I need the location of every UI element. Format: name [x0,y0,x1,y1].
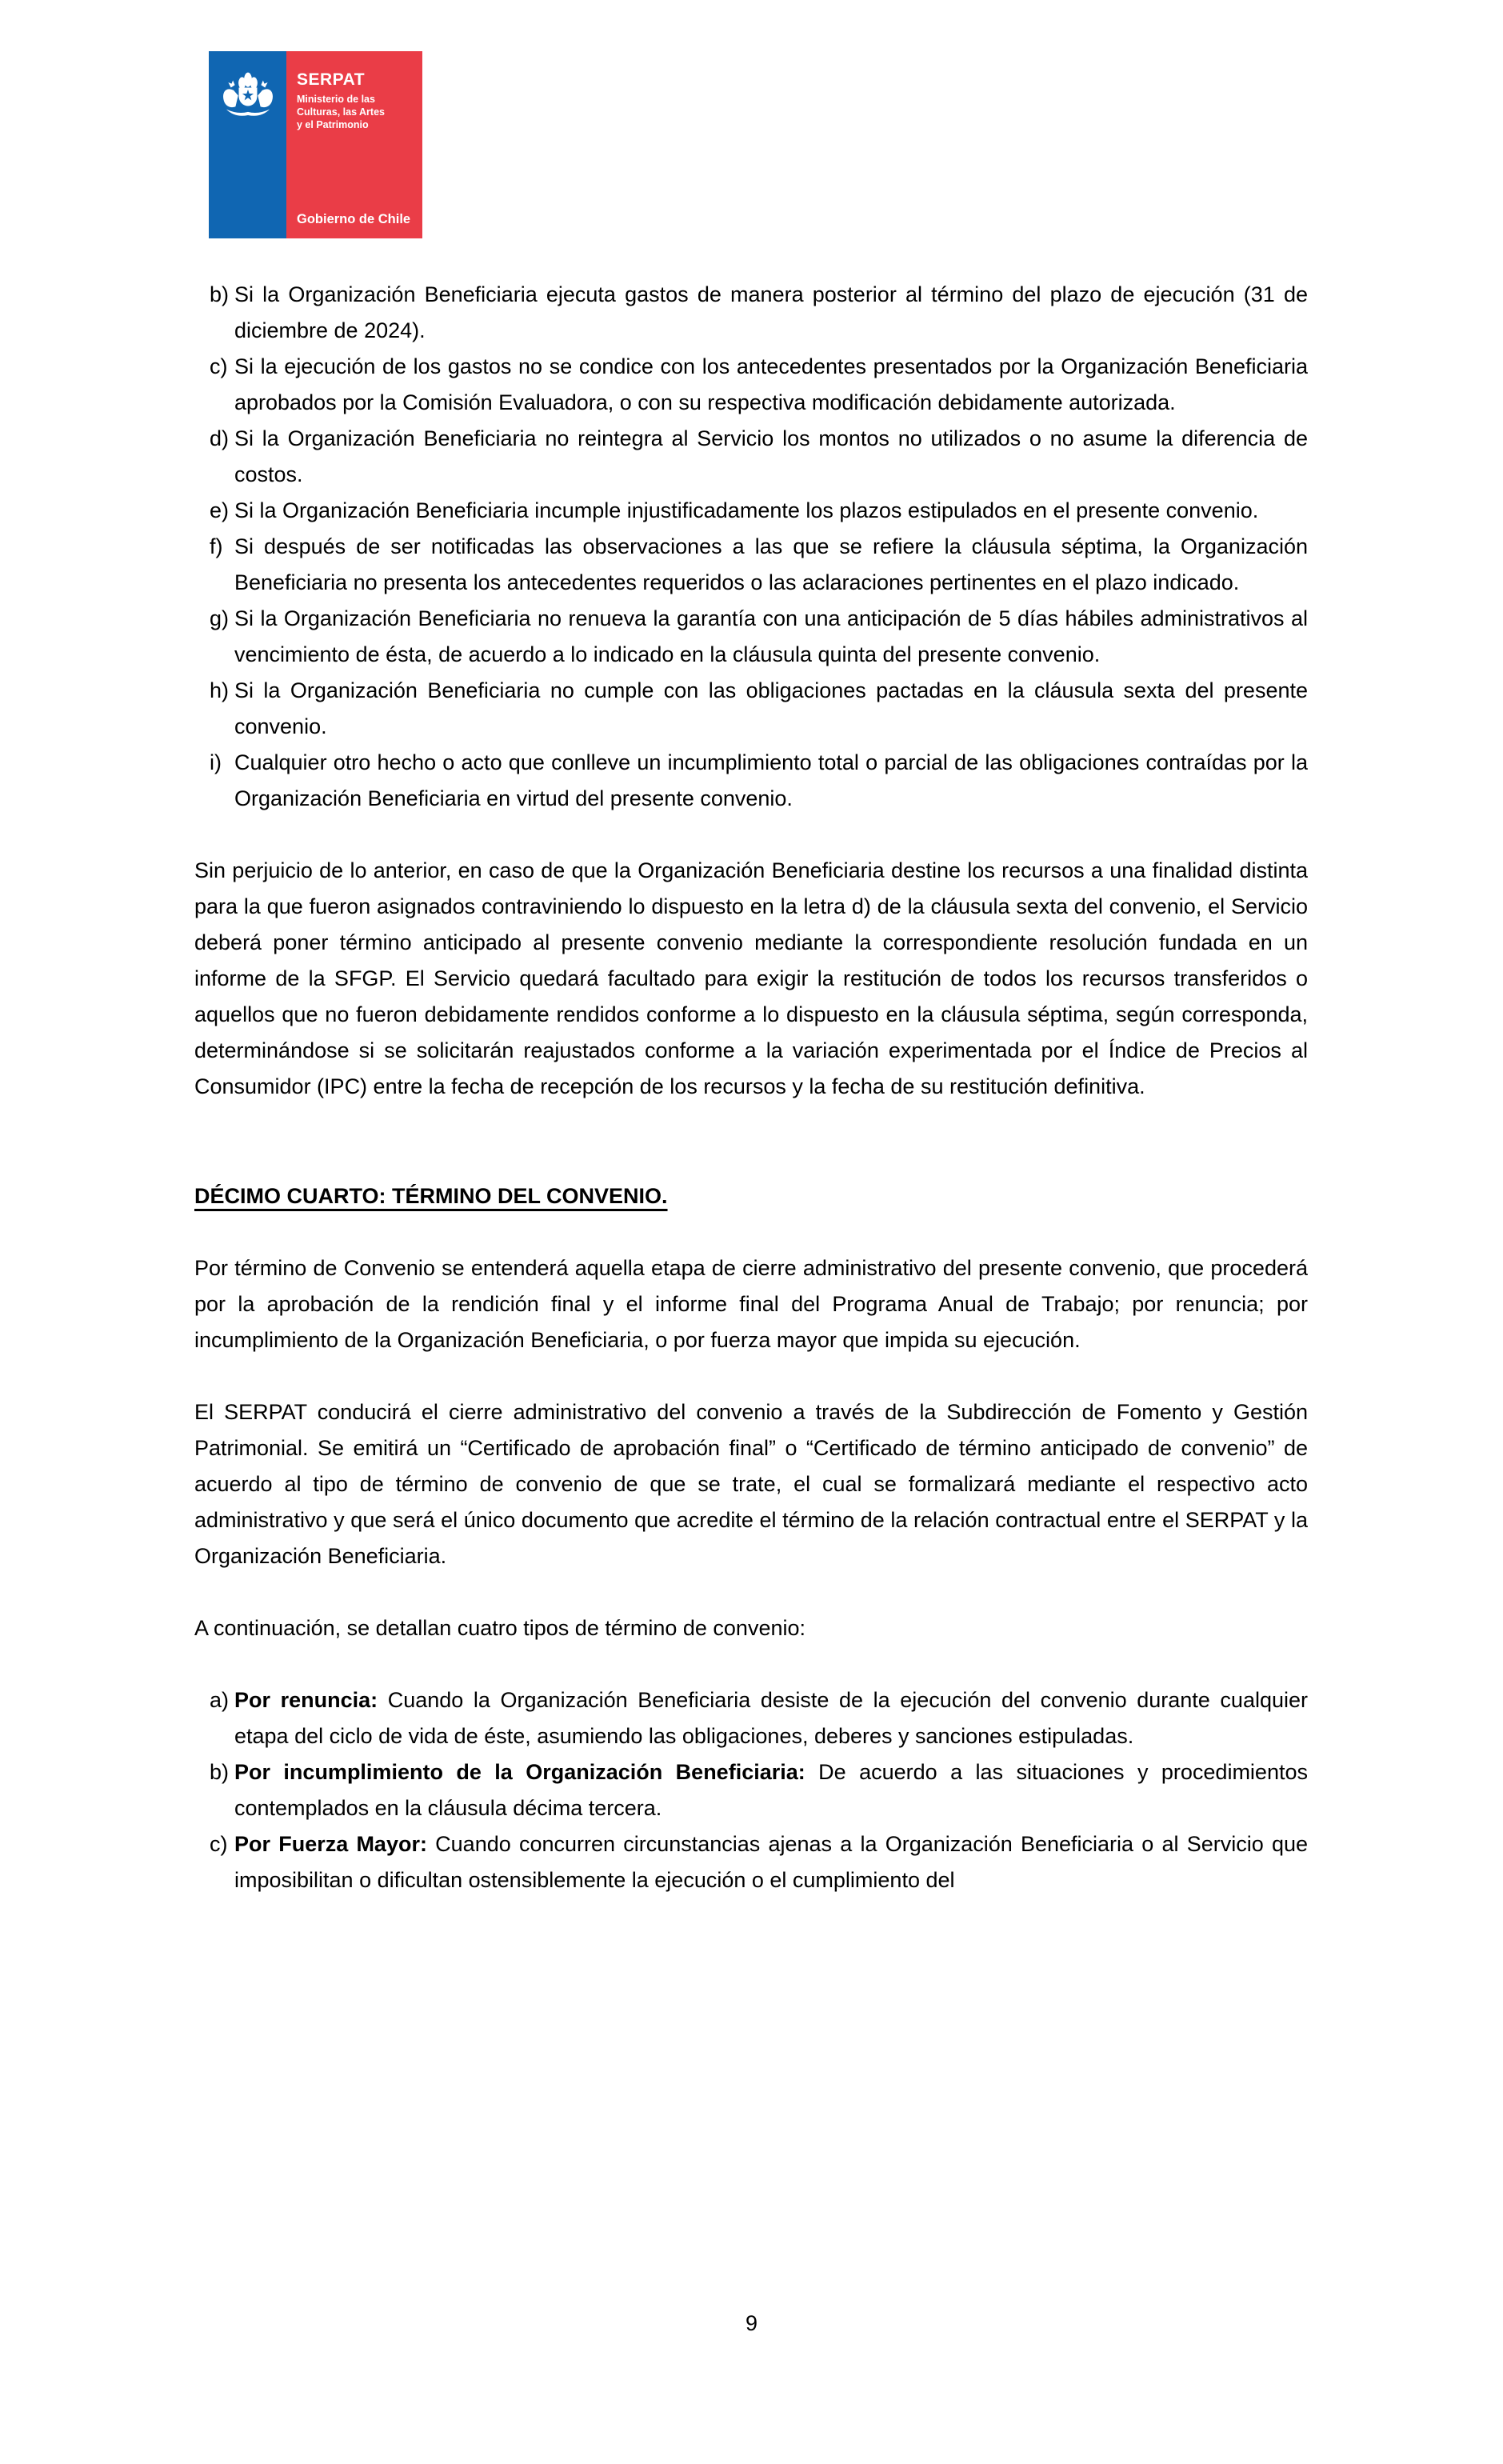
list-item [194,493,1308,529]
list-item-marker: d) [210,426,230,450]
list-item-text: Si la Organización Beneficiaria no reintegra al Servicio los montos no utilizados o no asume la diferencia de costos. [234,426,1308,486]
list-item [194,601,1308,673]
paragraph-por-termino: Por término de Convenio se entenderá aquella etapa de cierre administrativo del presente convenio, que procederá por la aprobación de la rendición final y el informe final del Programa Anual de Trabajo; por renuncia; por incumplimiento de la Organización Beneficiaria, o por fuerza mayor que impida su ejecución. [194,1256,1308,1352]
list-item-rest: De acuerdo a las situaciones y procedimientos contemplados en la cláusula décima tercera. [234,1760,1308,1820]
list-item [194,421,1308,493]
list-item-text: Cualquier otro hecho o acto que conlleve un incumplimiento total o parcial de las obligaciones contraídas por la Organización Beneficiaria en virtud del presente convenio. [234,750,1308,810]
logo-ministry-line: Culturas, las Artes [297,106,385,118]
logo-government-text: Gobierno de Chile [297,212,411,226]
logo-ministry-line: y el Patrimonio [297,119,369,130]
list-item [194,1826,1308,1898]
serpat-logo [209,51,422,238]
list-item-text: Si la Organización Beneficiaria no cumple con las obligaciones pactadas en la cláusula sexta del presente convenio. [234,678,1308,738]
list-item [194,673,1308,745]
paragraph-el-serpat: El SERPAT conducirá el cierre administrativo del convenio a través de la Subdirección de Fomento y Gestión Patrimonial. Se emitirá un “Certificado de aprobación final” o “Certificado de término anticipado de convenio” de acuerdo al tipo de término de convenio de que se trate, el cual se formalizará mediante el respectivo acto administrativo y que será el único documento que acredite el término de la relación contractual entre el SERPAT y la Organización Beneficiaria. [194,1400,1308,1568]
list-item-bold-lead: Por incumplimiento de la Organización Beneficiaria: [234,1760,805,1784]
list-item-text [234,1682,1308,1754]
logo-blue-panel [209,51,286,238]
list-item-rest: Cuando la Organización Beneficiaria desiste de la ejecución del convenio durante cualquier etapa del ciclo de vida de éste, asumiendo las obligaciones, deberes y sanciones estipuladas. [234,1688,1308,1748]
section-heading [194,1178,1308,1214]
document-body [194,277,1308,1898]
list-item-marker: e) [210,498,230,522]
list-item-marker: g) [210,606,230,630]
termination-causes-list [194,277,1308,817]
section-heading-text: DÉCIMO CUARTO: TÉRMINO DEL CONVENIO. [194,1184,668,1208]
list-item-text: Si la Organización Beneficiaria no renueva la garantía con una anticipación de 5 días hábiles administrativos al vencimiento de ésta, de acuerdo a lo indicado en la cláusula quinta del presente convenio. [234,606,1308,666]
list-item [194,745,1308,817]
list-item-marker: c) [210,1832,228,1856]
list-item [194,349,1308,421]
list-item-text [234,1754,1308,1826]
logo-ministry-text [297,93,385,131]
list-item-text: Si después de ser notificadas las observaciones a las que se refiere la cláusula séptima, la Organización Beneficiaria no presenta los antecedentes requeridos o las aclaraciones pertinentes en el plazo indicado. [234,534,1308,594]
paragraph-a-continuacion: A continuación, se detallan cuatro tipos de término de convenio: [194,1616,805,1640]
list-item [194,277,1308,349]
list-item-bold-lead: Por renuncia: [234,1688,378,1712]
list-item-text [234,1826,1308,1898]
logo-serpat-title: SERPAT [297,70,366,89]
list-item [194,529,1308,601]
list-item-rest: Cuando concurren circunstancias ajenas a la Organización Beneficiaria o al Servicio que imposibilitan o dificultan ostensiblemente la ejecución o el cumplimiento del [234,1832,1308,1892]
list-item-marker: a) [210,1688,230,1712]
list-item-bold-lead: Por Fuerza Mayor: [234,1832,427,1856]
list-item-text: Si la ejecución de los gastos no se condice con los antecedentes presentados por la Organización Beneficiaria aprobados por la Comisión Evaluadora, o con su respectiva modificación debidamente autorizada. [234,354,1308,414]
list-item-text: Si la Organización Beneficiaria incumple injustificadamente los plazos estipulados en el presente convenio. [234,498,1259,522]
list-item [194,1682,1308,1754]
list-item-marker: h) [210,678,230,702]
paragraph-sin-perjuicio: Sin perjuicio de lo anterior, en caso de que la Organización Beneficiaria destine los recursos a una finalidad distinta para la que fueron asignados contraviniendo lo dispuesto en la letra d) de la cláusula sexta del convenio, el Servicio deberá poner término anticipado al presente convenio mediante la correspondiente resolución fundada en un informe de la SFGP. El Servicio quedará facultado para exigir la restitución de todos los recursos transferidos o aquellos que no fueron debidamente rendidos conforme a lo dispuesto en la cláusula séptima, según corresponda, determinándose si se solicitarán reajustados conforme a la variación experimentada por el Índice de Precios al Consumidor (IPC) entre la fecha de recepción de los recursos y la fecha de su restitución definitiva. [194,858,1308,1098]
list-item-marker: b) [210,282,230,306]
logo-red-panel [286,51,422,238]
list-item-marker: f) [210,534,223,558]
logo-ministry-line: Ministerio de las [297,94,375,105]
list-item-marker: c) [210,354,228,378]
page-number: 9 [745,2311,758,2335]
list-item-marker: i) [210,750,222,774]
termination-types-list [194,1682,1308,1898]
list-item [194,1754,1308,1826]
list-item-text: Si la Organización Beneficiaria ejecuta gastos de manera posterior al término del plazo de ejecución (31 de diciembre de 2024). [234,282,1308,342]
list-item-marker: b) [210,1760,230,1784]
chile-coat-of-arms-icon [215,69,281,125]
